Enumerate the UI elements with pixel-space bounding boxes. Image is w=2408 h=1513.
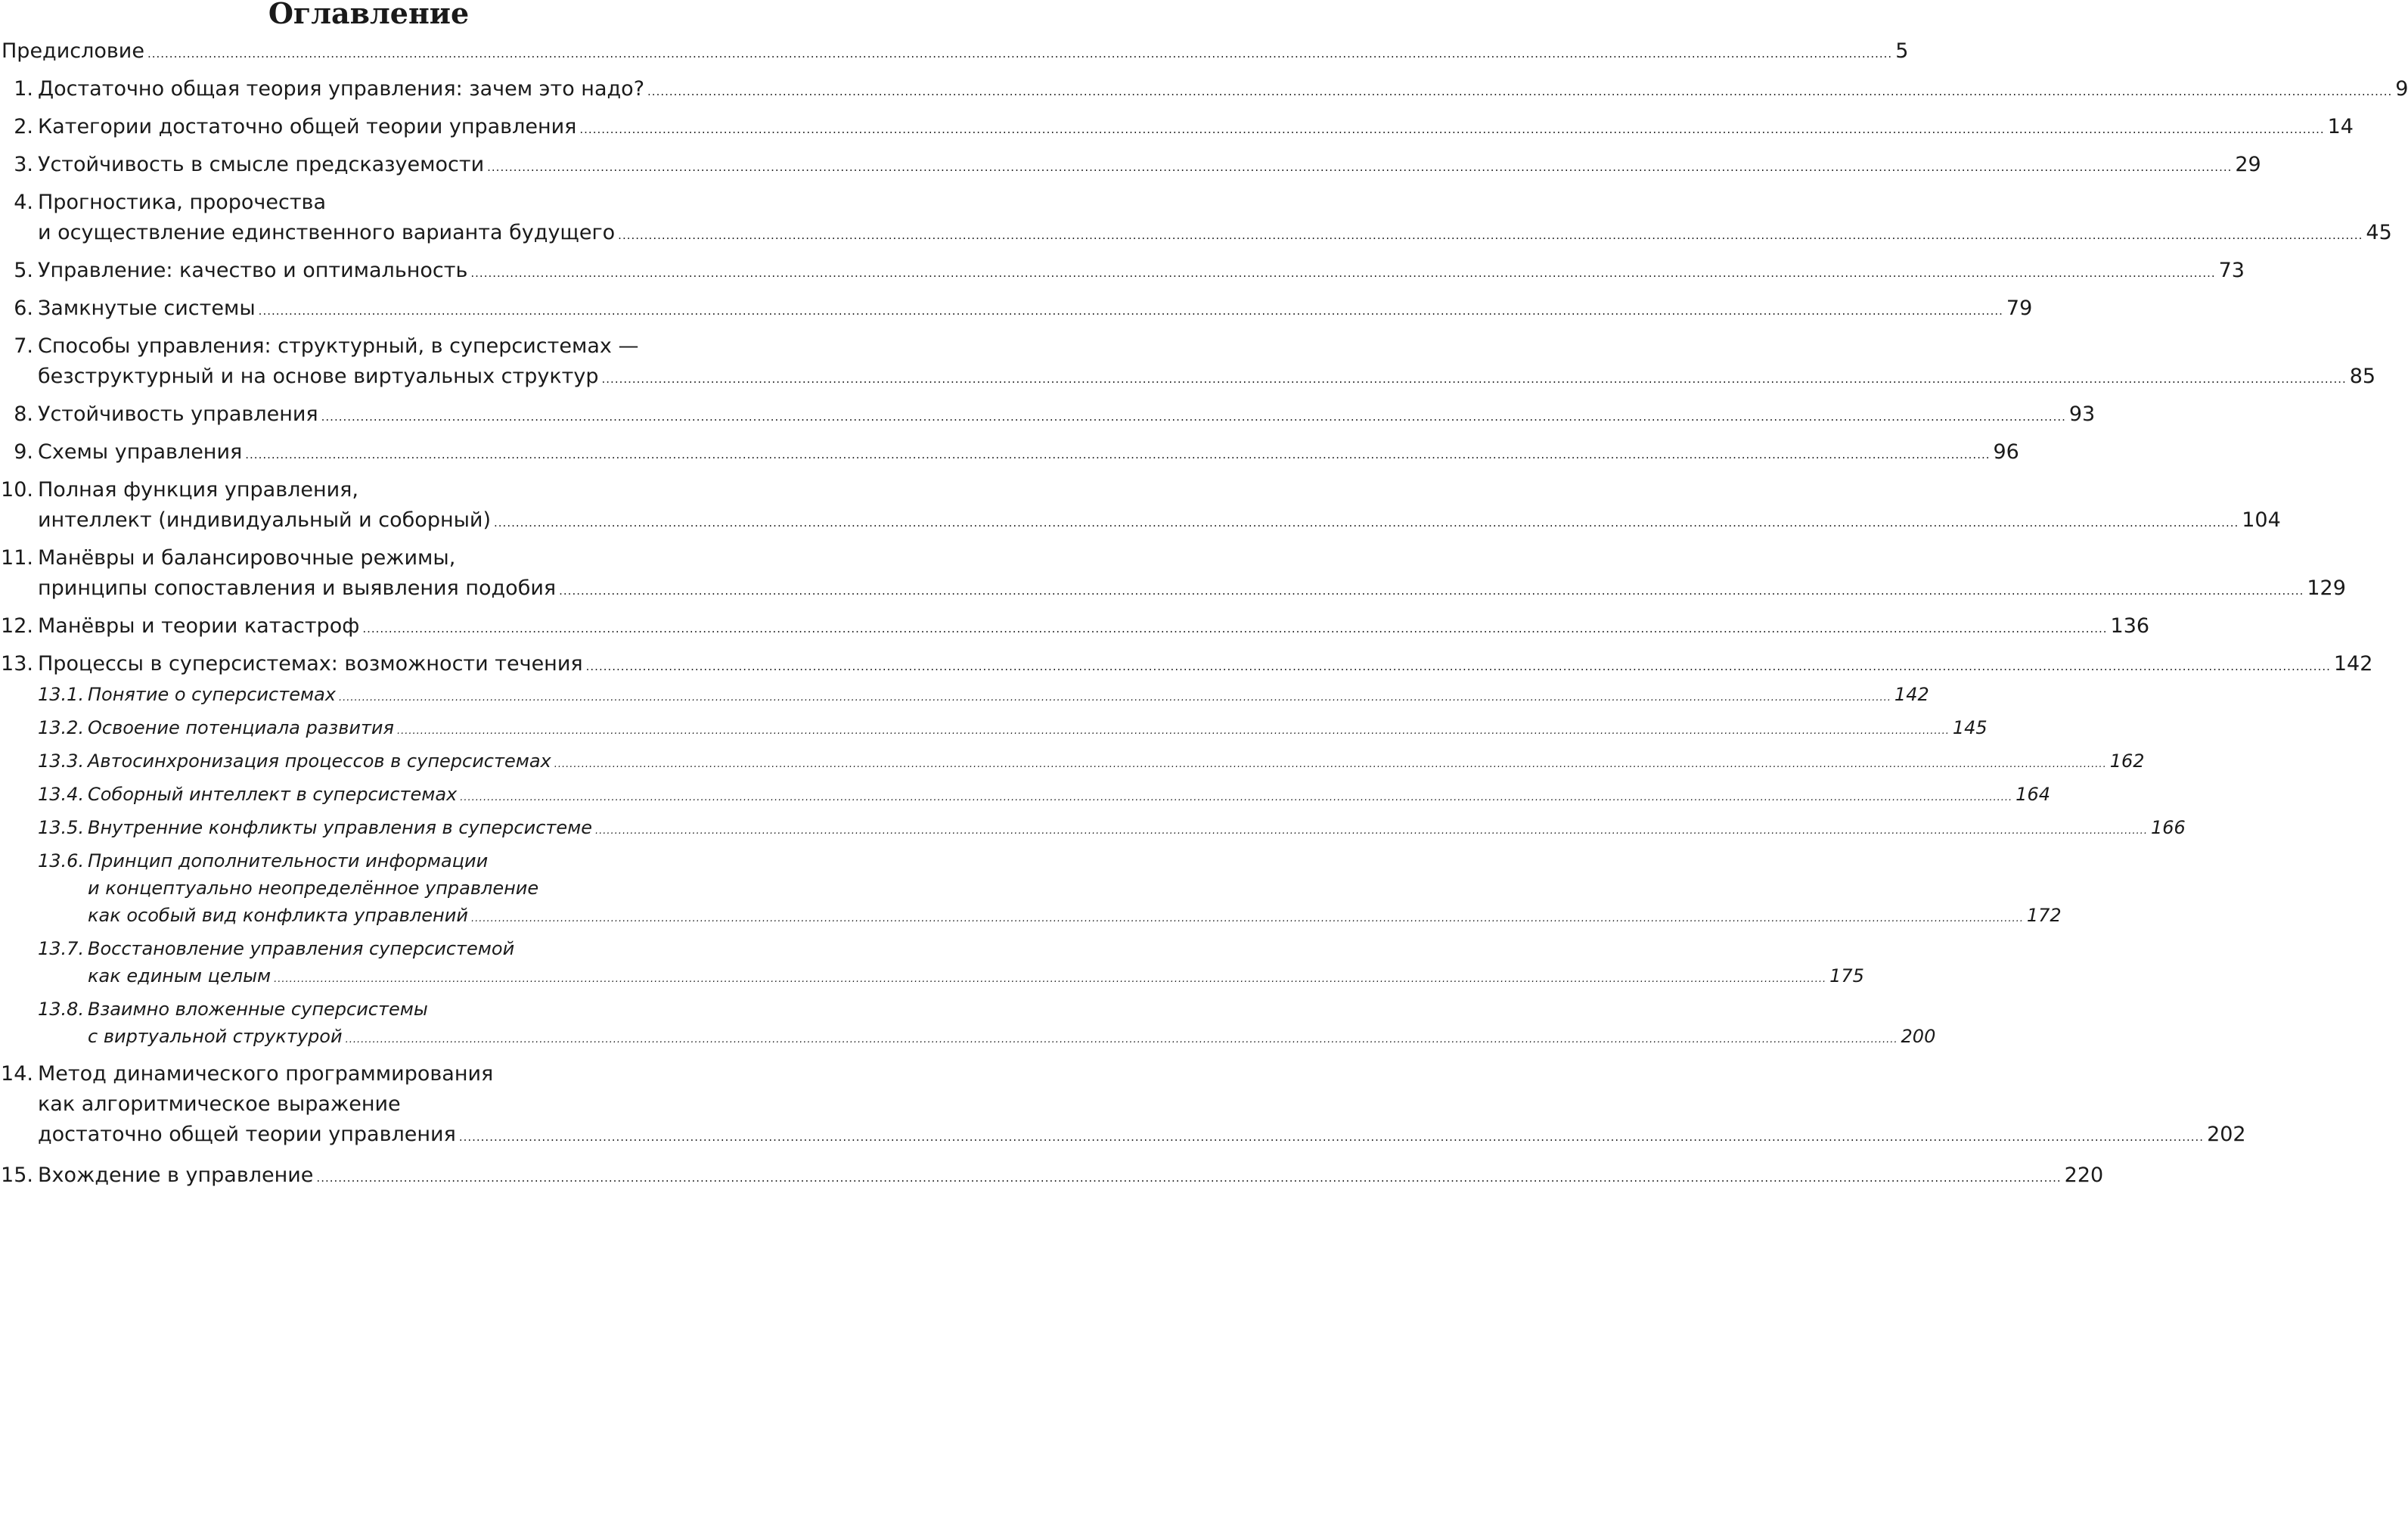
toc-entry-title-line: Категории достаточно общей теории управления — [38, 115, 577, 138]
toc-subentry — [0, 747, 2145, 775]
toc-page-number: 166 — [2150, 817, 2186, 838]
toc-leader-dots: ................................................................................................................................................................................................................................................................................................................................................................................................................ — [554, 759, 2107, 770]
toc-page-number: 93 — [2068, 402, 2096, 426]
toc-entry — [0, 110, 2354, 144]
toc-entry-title-line: интеллект (индивидуальный и соборный) — [38, 508, 492, 532]
toc-entry-title-line: Устойчивость в смысле предсказуемости — [38, 153, 485, 176]
toc-leader-dots: ................................................................................................................................................................................................................................................................................................................................................................................................................ — [458, 1130, 2205, 1144]
toc-page-number: 104 — [2242, 508, 2281, 532]
toc-page-number: 79 — [2006, 297, 2033, 320]
toc-subentry — [0, 847, 2062, 929]
toc-entry-number: 13.1. — [38, 684, 85, 705]
toc-entry — [0, 542, 2346, 602]
toc-entry-title-line: достаточно общей теории управления — [38, 1123, 456, 1146]
toc-entry — [0, 292, 2033, 325]
toc-page-number: 145 — [1952, 717, 1988, 738]
toc-subentry — [0, 681, 1929, 708]
toc-leader-dots: ................................................................................................................................................................................................................................................................................................................................................................................................................ — [345, 1034, 1898, 1045]
toc-entry-number: 13. — [1, 652, 33, 676]
toc-entry-title-line: Соборный интеллект в суперсистемах — [88, 784, 458, 805]
toc-leader-dots: ................................................................................................................................................................................................................................................................................................................................................................................................................ — [258, 304, 2003, 318]
toc-entry-number: 13.3. — [38, 750, 85, 772]
toc-entry — [0, 648, 2373, 681]
toc-leader-dots: ................................................................................................................................................................................................................................................................................................................................................................................................................ — [245, 448, 1991, 461]
toc-entry-title-line: Манёвры и теории катастроф — [38, 614, 360, 638]
toc-entry-title-line: как алгоритмическое выражение — [38, 1092, 401, 1116]
toc-page-number: 164 — [2015, 784, 2050, 805]
toc-leader-dots: ................................................................................................................................................................................................................................................................................................................................................................................................................ — [470, 913, 2024, 924]
toc-entry — [0, 474, 2281, 534]
toc-entry-title-line: как единым целым — [88, 965, 272, 986]
toc-subentry — [0, 781, 2050, 808]
toc-entry-number: 13.7. — [38, 938, 85, 959]
toc-entry — [0, 330, 2376, 390]
toc-entry — [0, 73, 2408, 106]
toc-subentry — [0, 814, 2186, 841]
toc-entry-title-line: Замкнутые системы — [38, 297, 256, 320]
toc-leader-dots: ................................................................................................................................................................................................................................................................................................................................................................................................................ — [147, 47, 1893, 61]
toc-entry-number: 15. — [1, 1163, 33, 1187]
toc-entry — [0, 398, 2096, 431]
toc-entry-number: 8. — [14, 402, 33, 426]
toc-page-number: 129 — [2307, 576, 2346, 600]
toc-entry-number: 11. — [1, 546, 33, 570]
toc-entry-number: 14. — [1, 1062, 33, 1086]
toc-page-number: 73 — [2218, 259, 2245, 282]
toc-leader-dots: ................................................................................................................................................................................................................................................................................................................................................................................................................ — [579, 123, 2325, 136]
toc-entry-title-line: Устойчивость управления — [38, 402, 318, 426]
toc-leader-dots: ................................................................................................................................................................................................................................................................................................................................................................................................................ — [595, 825, 2148, 837]
toc-leader-dots: ................................................................................................................................................................................................................................................................................................................................................................................................................ — [274, 974, 1827, 985]
toc-entry-title-line: безструктурный и на основе виртуальных структур — [38, 365, 599, 388]
toc-entry-number: 3. — [14, 153, 33, 176]
toc-page-number: 5 — [1895, 39, 1909, 63]
toc-entry-number: 13.4. — [38, 784, 85, 805]
toc-entry-title-line: с виртуальной структурой — [88, 1026, 343, 1047]
toc-entry-title-line: Взаимно вложенные суперсистемы — [88, 999, 428, 1020]
toc-entry-title-line: Предисловие — [2, 39, 144, 63]
toc-leader-dots: ................................................................................................................................................................................................................................................................................................................................................................................................................ — [647, 85, 2393, 98]
toc-page-number: 29 — [2235, 153, 2261, 176]
toc-entry — [0, 35, 1909, 68]
toc-leader-dots: ................................................................................................................................................................................................................................................................................................................................................................................................................ — [618, 228, 2363, 242]
toc-page-number: 85 — [2349, 365, 2376, 388]
toc-entry-title-line: Процессы в суперсистемах: возможности течения — [38, 652, 583, 676]
toc-entry-title-line: Достаточно общая теория управления: зачем это надо? — [38, 77, 645, 101]
toc-entry-title-line: Схемы управления — [38, 440, 243, 464]
toc-entry-title-line: Понятие о суперсистемах — [88, 684, 336, 705]
toc-entry — [0, 1159, 2104, 1192]
toc-entry-number: 13.6. — [38, 850, 85, 871]
toc-entry-number: 6. — [14, 297, 33, 320]
toc-page-number: 142 — [2333, 652, 2373, 676]
toc-entry-number: 10. — [1, 478, 33, 502]
toc-entry — [0, 148, 2261, 182]
toc-page-number: 9 — [2395, 77, 2408, 101]
toc-entry-title-line: Способы управления: структурный, в суперсистемах — — [38, 334, 639, 358]
toc-entry-title-line: Освоение потенциала развития — [88, 717, 394, 738]
toc-entry-title-line: Управление: качество и оптимальность — [38, 259, 468, 282]
toc-entry-title-line: и концептуально неопределённое управление — [88, 878, 539, 899]
toc-page-number: 45 — [2366, 221, 2392, 244]
toc-page-number: 220 — [2064, 1163, 2104, 1187]
toc-leader-dots: ................................................................................................................................................................................................................................................................................................................................................................................................................ — [460, 792, 2013, 803]
toc-entry-title-line: Автосинхронизация процессов в суперсистемах — [88, 750, 551, 772]
toc-entry — [0, 436, 2019, 469]
toc-entry — [0, 254, 2245, 287]
toc-entry-title-line: Метод динамического программирования — [38, 1062, 494, 1086]
toc-entry-number: 13.2. — [38, 717, 85, 738]
toc-entry-title-line: Прогностика, пророчества — [38, 191, 327, 214]
toc-entry-number: 12. — [1, 614, 33, 638]
toc-entry-number: 9. — [14, 440, 33, 464]
toc-entry-number: 1. — [14, 77, 33, 101]
toc-entry-number: 13.5. — [38, 817, 85, 838]
toc-leader-dots: ................................................................................................................................................................................................................................................................................................................................................................................................................ — [494, 516, 2239, 530]
toc-entry-title-line: Внутренние конфликты управления в суперсистеме — [88, 817, 593, 838]
toc-subentry — [0, 714, 1988, 741]
toc-page-number: 142 — [1894, 684, 1929, 705]
toc-entry-title-line: Принцип дополнительности информации — [88, 850, 489, 871]
toc-entry-number: 5. — [14, 259, 33, 282]
toc-entry — [0, 610, 2150, 643]
toc-leader-dots: ................................................................................................................................................................................................................................................................................................................................................................................................................ — [601, 372, 2347, 386]
toc-entry-title-line: как особый вид конфликта управлений — [88, 905, 468, 926]
toc-entry-title-line: Восстановление управления суперсистемой — [88, 938, 515, 959]
toc-entry-title-line: Полная функция управления, — [38, 478, 358, 502]
toc-leader-dots: ................................................................................................................................................................................................................................................................................................................................................................................................................ — [338, 692, 1891, 704]
toc-leader-dots: ................................................................................................................................................................................................................................................................................................................................................................................................................ — [396, 725, 1950, 737]
toc-page-number: 136 — [2110, 614, 2150, 638]
toc-page-number: 96 — [1993, 440, 2019, 464]
toc-entry-title-line: принципы сопоставления и выявления подобия — [38, 576, 557, 600]
toc-page-number: 172 — [2026, 905, 2062, 926]
toc-entry-number: 2. — [14, 115, 33, 138]
toc-leader-dots: ................................................................................................................................................................................................................................................................................................................................................................................................................ — [316, 1171, 2062, 1185]
toc-page-number: 14 — [2327, 115, 2354, 138]
toc-leader-dots: ................................................................................................................................................................................................................................................................................................................................................................................................................ — [362, 622, 2108, 635]
toc-leader-dots: ................................................................................................................................................................................................................................................................................................................................................................................................................ — [559, 584, 2304, 598]
page-title: Оглавление — [268, 0, 470, 30]
toc-entry-number: 4. — [14, 191, 33, 214]
toc-page-number: 202 — [2207, 1123, 2246, 1146]
toc-leader-dots: ................................................................................................................................................................................................................................................................................................................................................................................................................ — [585, 660, 2331, 673]
toc-page-number: 175 — [1829, 965, 1864, 986]
toc-entry-title-line: Вхождение в управление — [38, 1163, 314, 1187]
toc-subentry — [0, 996, 1936, 1050]
toc-leader-dots: ................................................................................................................................................................................................................................................................................................................................................................................................................ — [470, 266, 2216, 280]
toc-entry-title-line: Манёвры и балансировочные режимы, — [38, 546, 456, 570]
toc-entry-title-line: и осуществление единственного варианта будущего — [38, 221, 616, 244]
toc-leader-dots: ................................................................................................................................................................................................................................................................................................................................................................................................................ — [487, 160, 2233, 174]
toc-entry-number: 7. — [14, 334, 33, 358]
toc-subentry — [0, 935, 1864, 990]
toc-entry — [0, 1058, 2246, 1148]
toc-page-number: 200 — [1901, 1026, 1936, 1047]
toc-leader-dots: ................................................................................................................................................................................................................................................................................................................................................................................................................ — [321, 410, 2066, 424]
toc-entry — [0, 186, 2392, 247]
toc-page-number: 162 — [2109, 750, 2145, 772]
toc-entry-number: 13.8. — [38, 999, 85, 1020]
